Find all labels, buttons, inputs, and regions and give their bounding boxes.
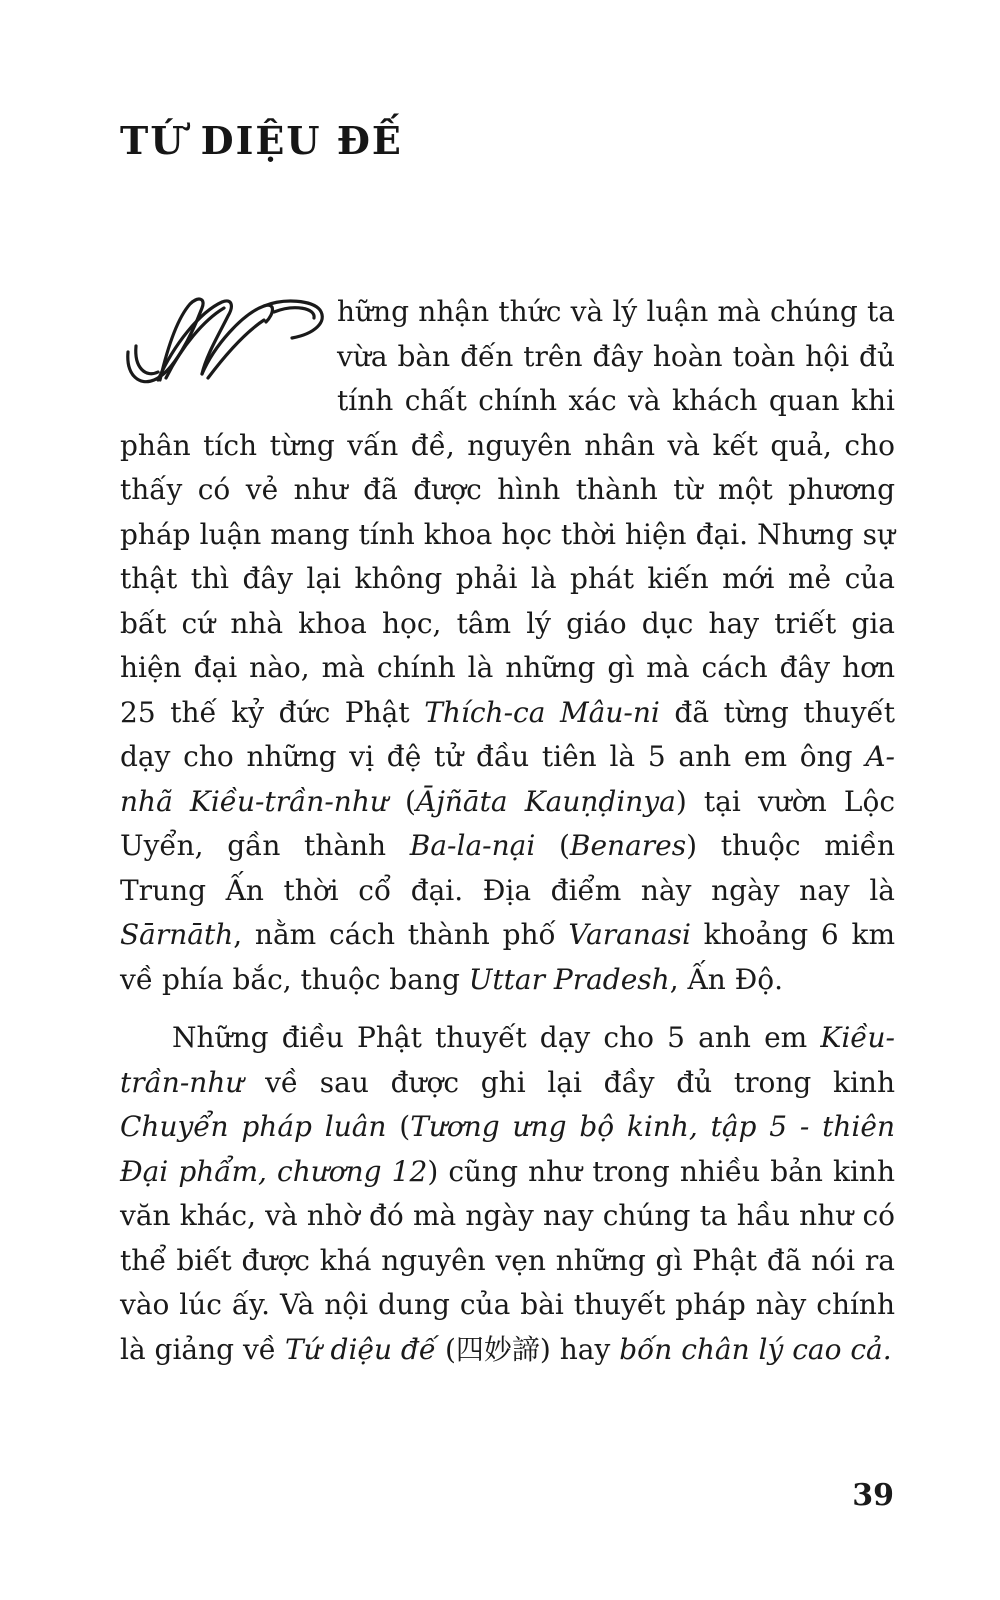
page-number: 39 <box>852 1478 894 1513</box>
body-text <box>120 290 895 1372</box>
paragraph-2: Những điều Phật thuyết dạy cho 5 anh em Kiều-trần-như về sau được ghi lại đầy đủ trong kinh Chuyển pháp luân (Tương ưng bộ kinh, tập 5 - thiên Đại phẩm, chương 12) cũng như trong nhiều bản kinh văn khác, và nhờ đó mà ngày nay chúng ta hầu như có thể biết được khá nguyên vẹn những gì Phật đã nói ra vào lúc ấy. Và nội dung của bài thuyết pháp này chính là giảng về Tứ diệu đế (四妙諦) hay bốn chân lý cao cả. <box>120 1021 895 1366</box>
chapter-title: TỨ DIỆU ĐẾ <box>120 118 403 163</box>
drop-cap-ornament <box>114 294 329 386</box>
paragraph-1: hững nhận thức và lý luận mà chúng ta vừa bàn đến trên đây hoàn toàn hội đủ tính chất chính xác và khách quan khi phân tích từng vấn đề, nguyên nhân và kết quả, cho thấy có vẻ như đã được hình thành từ một phương pháp luận mang tính khoa học thời hiện đại. Nhưng sự thật thì đây lại không phải là phát kiến mới mẻ của bất cứ nhà khoa học, tâm lý giáo dục hay triết gia hiện đại nào, mà chính là những gì mà cách đây hơn 25 thế kỷ đức Phật Thích-ca Mâu-ni đã từng thuyết dạy cho những vị đệ tử đầu tiên là 5 anh em ông A-nhã Kiều-trần-như (Ājñāta Kauṇḍinya) tại vườn Lộc Uyển, gần thành Ba-la-nại (Benares) thuộc miền Trung Ấn thời cổ đại. Địa điểm này ngày nay là Sārnāth, nằm cách thành phố Varanasi khoảng 6 km về phía bắc, thuộc bang Uttar Pradesh, Ấn Độ. <box>120 290 895 1002</box>
